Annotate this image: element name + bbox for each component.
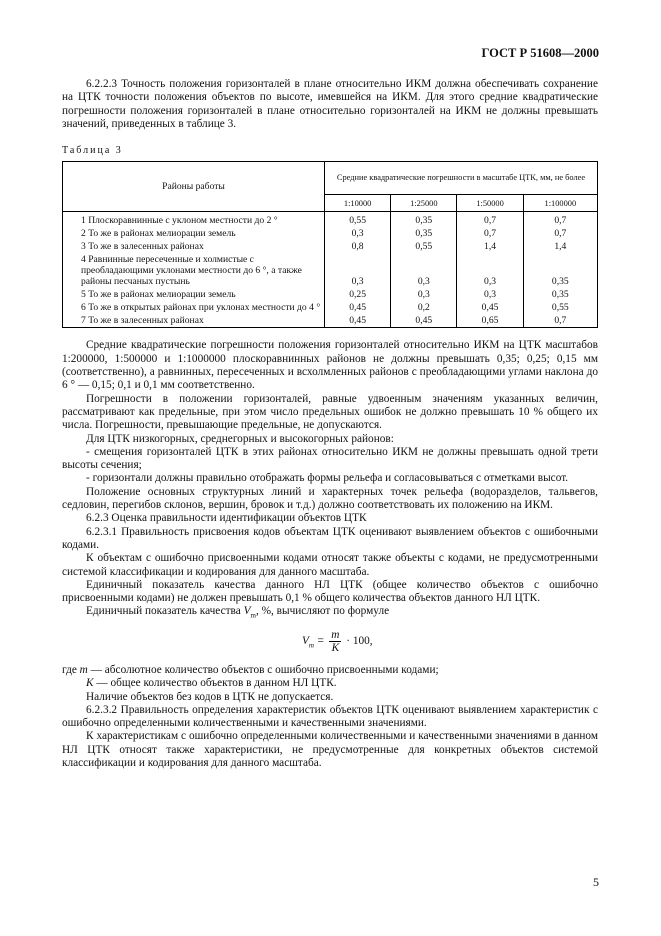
table-row xyxy=(63,227,598,240)
table-cell: 0,35 xyxy=(523,253,597,288)
section-heading: 6.2.3 Оценка правильности идентификации объектов ЦТК xyxy=(86,512,367,525)
table-cell: 0,3 xyxy=(325,227,391,240)
table-cell: 0,3 xyxy=(391,288,457,301)
variable-subscript: m xyxy=(250,611,256,620)
table-cell: 0,7 xyxy=(457,227,523,240)
table-row xyxy=(63,301,598,314)
text-span: — абсолютное количество объектов с ошибочно присвоенными кодами; xyxy=(87,663,439,676)
table-cell: 0,45 xyxy=(457,301,523,314)
formula-denominator: K xyxy=(331,641,340,654)
text-span: — общее количество объектов в данном НЛ ЦТК. xyxy=(93,677,337,690)
scale-header: 1:10000 xyxy=(325,195,391,212)
paragraph: К характеристикам с ошибочно определенными количественными и качественными значениями в данном НЛ ЦТК относят также характеристики, не предусмотренные для конкретных объектов системой классификации и кодирования для данного масштаба. xyxy=(62,730,598,770)
table-row xyxy=(63,253,598,288)
formula-fraction xyxy=(329,629,341,654)
paragraph: - смещения горизонталей ЦТК в этих районах относительно ИКМ не должны превышать одной трети высоты сечения; xyxy=(62,445,598,472)
row-label: 7 То же в залесенных районах xyxy=(63,314,325,328)
table-cell: 0,45 xyxy=(325,301,391,314)
formula xyxy=(62,629,598,659)
formula-tail: · 100, xyxy=(346,635,373,648)
paragraph: Для ЦТК низкогорных, среднегорных и высокогорных районов: xyxy=(86,432,394,445)
page-content xyxy=(62,78,598,770)
table-cell: 0,7 xyxy=(523,314,597,328)
paragraph: Положение основных структурных линий и характерных точек рельефа (водоразделов, тальвегов, седловин, перегибов склонов, вершин, бровок и т.д.) должно соответствовать их положению на ИКМ. xyxy=(62,485,598,512)
column-header-region: Районы работы xyxy=(63,162,325,212)
document-header: ГОСТ Р 51608—2000 xyxy=(481,46,599,60)
formula-equals: = xyxy=(316,635,325,648)
paragraph: Единичный показатель качества данного НЛ ЦТК (общее количество объектов с ошибочно присвоенными кодами) не должен превышать 0,1 % общего количества объектов данного НЛ ЦТК. xyxy=(62,578,598,605)
text-span: , %, вычисляют по формуле xyxy=(255,605,390,618)
variable: m xyxy=(79,663,88,676)
table-cell: 0,7 xyxy=(457,212,523,228)
table-cell: 0,35 xyxy=(391,227,457,240)
row-label: 6 То же в открытых районах при уклонах местности до 4 ° xyxy=(63,301,325,314)
table-cell: 0,3 xyxy=(457,288,523,301)
paragraph: 6.2.2.3 Точность положения горизонталей в плане относительно ИКМ должна обеспечивать сохранение на ЦТК точности положения объектов по высоте, имевшейся на ИКМ. Для этого средние квадратические погрешности положения горизонталей в плане относительно горизонталей на ИКМ не должны превышать значений, приведенных в таблице 3. xyxy=(62,78,598,130)
row-label: 3 То же в залесенных районах xyxy=(63,240,325,253)
table-cell: 0,55 xyxy=(325,212,391,228)
table-cell: 0,3 xyxy=(325,253,391,288)
variable: V xyxy=(243,605,251,618)
table-cell: 0,3 xyxy=(457,253,523,288)
table-row xyxy=(63,212,598,228)
row-label: 1 Плоскоравнинные с уклоном местности до 2 ° xyxy=(63,212,325,228)
row-label: 4 Равнинные пересеченные и холмистые с преобладающими уклонами местности до 6 °, а также районы песчаных пустынь xyxy=(63,253,325,288)
table-cell: 0,35 xyxy=(391,212,457,228)
table-cell: 1,4 xyxy=(523,240,597,253)
column-header-errors: Средние квадратические погрешности в масштабе ЦТК, мм, не более xyxy=(325,162,598,195)
table-cell: 1,4 xyxy=(457,240,523,253)
table-caption: Таблица 3 xyxy=(62,145,123,157)
formula-lhs: V xyxy=(302,635,309,648)
text-span: Единичный показатель качества xyxy=(86,605,244,618)
text-span: где xyxy=(62,663,80,676)
table-row xyxy=(63,314,598,328)
table-cell: 0,8 xyxy=(325,240,391,253)
page-number: 5 xyxy=(593,875,599,889)
table-cell: 0,55 xyxy=(391,240,457,253)
paragraph xyxy=(62,677,598,690)
formula-numerator: m xyxy=(331,628,340,641)
table-cell: 0,3 xyxy=(391,253,457,288)
scale-header: 1:100000 xyxy=(523,195,597,212)
scale-header: 1:25000 xyxy=(391,195,457,212)
paragraph: 6.2.3.1 Правильность присвоения кодов объектам ЦТК оценивают выявлением объектов с ошибочными кодами. xyxy=(62,525,598,551)
paragraph: Погрешности в положении горизонталей, равные удвоенным значениям указанных величин, рассматривают как предельные, при этом число предельных ошибок не должно превышать 10 % общего их числа. Погрешности, превышающие предельные, не допускаются. xyxy=(62,392,598,432)
scale-header: 1:50000 xyxy=(457,195,523,212)
table-3 xyxy=(62,161,598,328)
paragraph xyxy=(62,605,598,623)
table-cell: 0,55 xyxy=(523,301,597,314)
paragraph: 6.2.3.2 Правильность определения характеристик объектов ЦТК оценивают выявлением характеристик с ошибочно определенными количественными и качественными значениями. xyxy=(62,703,598,730)
table-cell: 0,2 xyxy=(391,301,457,314)
table-row xyxy=(63,240,598,253)
paragraph: Наличие объектов без кодов в ЦТК не допускается. xyxy=(86,690,334,703)
table-cell: 0,25 xyxy=(325,288,391,301)
formula-lhs-subscript: m xyxy=(308,641,314,650)
paragraph: - горизонтали должны правильно отображать формы рельефа и согласовываться с отметками высот. xyxy=(86,472,569,485)
table-cell: 0,65 xyxy=(457,314,523,328)
table-cell: 0,7 xyxy=(523,227,597,240)
row-label: 2 То же в районах мелиорации земель xyxy=(63,227,325,240)
variable: K xyxy=(86,677,94,690)
table-cell: 0,45 xyxy=(391,314,457,328)
paragraph xyxy=(62,664,598,677)
paragraph: К объектам с ошибочно присвоенными кодами относят также объекты с кодами, не предусмотренными системой классификации и кодирования для данного масштаба. xyxy=(62,552,598,578)
row-label: 5 То же в районах мелиорации земель xyxy=(63,288,325,301)
table-row xyxy=(63,288,598,301)
table-cell: 0,35 xyxy=(523,288,597,301)
paragraph: Средние квадратические погрешности положения горизонталей относительно ИКМ на ЦТК масштабов 1:200000, 1:500000 и 1:1000000 плоскоравнинных районов не должны превышать 0,35; 0,25; 0,15 мм (соответственно), а равнинных, пересеченных и всхолмленных районов с преобладающими углами наклона до 6 ° — 0,15; 0,1 и 0,1 мм соответственно. xyxy=(62,339,598,392)
table-cell: 0,7 xyxy=(523,212,597,228)
table-cell: 0,45 xyxy=(325,314,391,328)
